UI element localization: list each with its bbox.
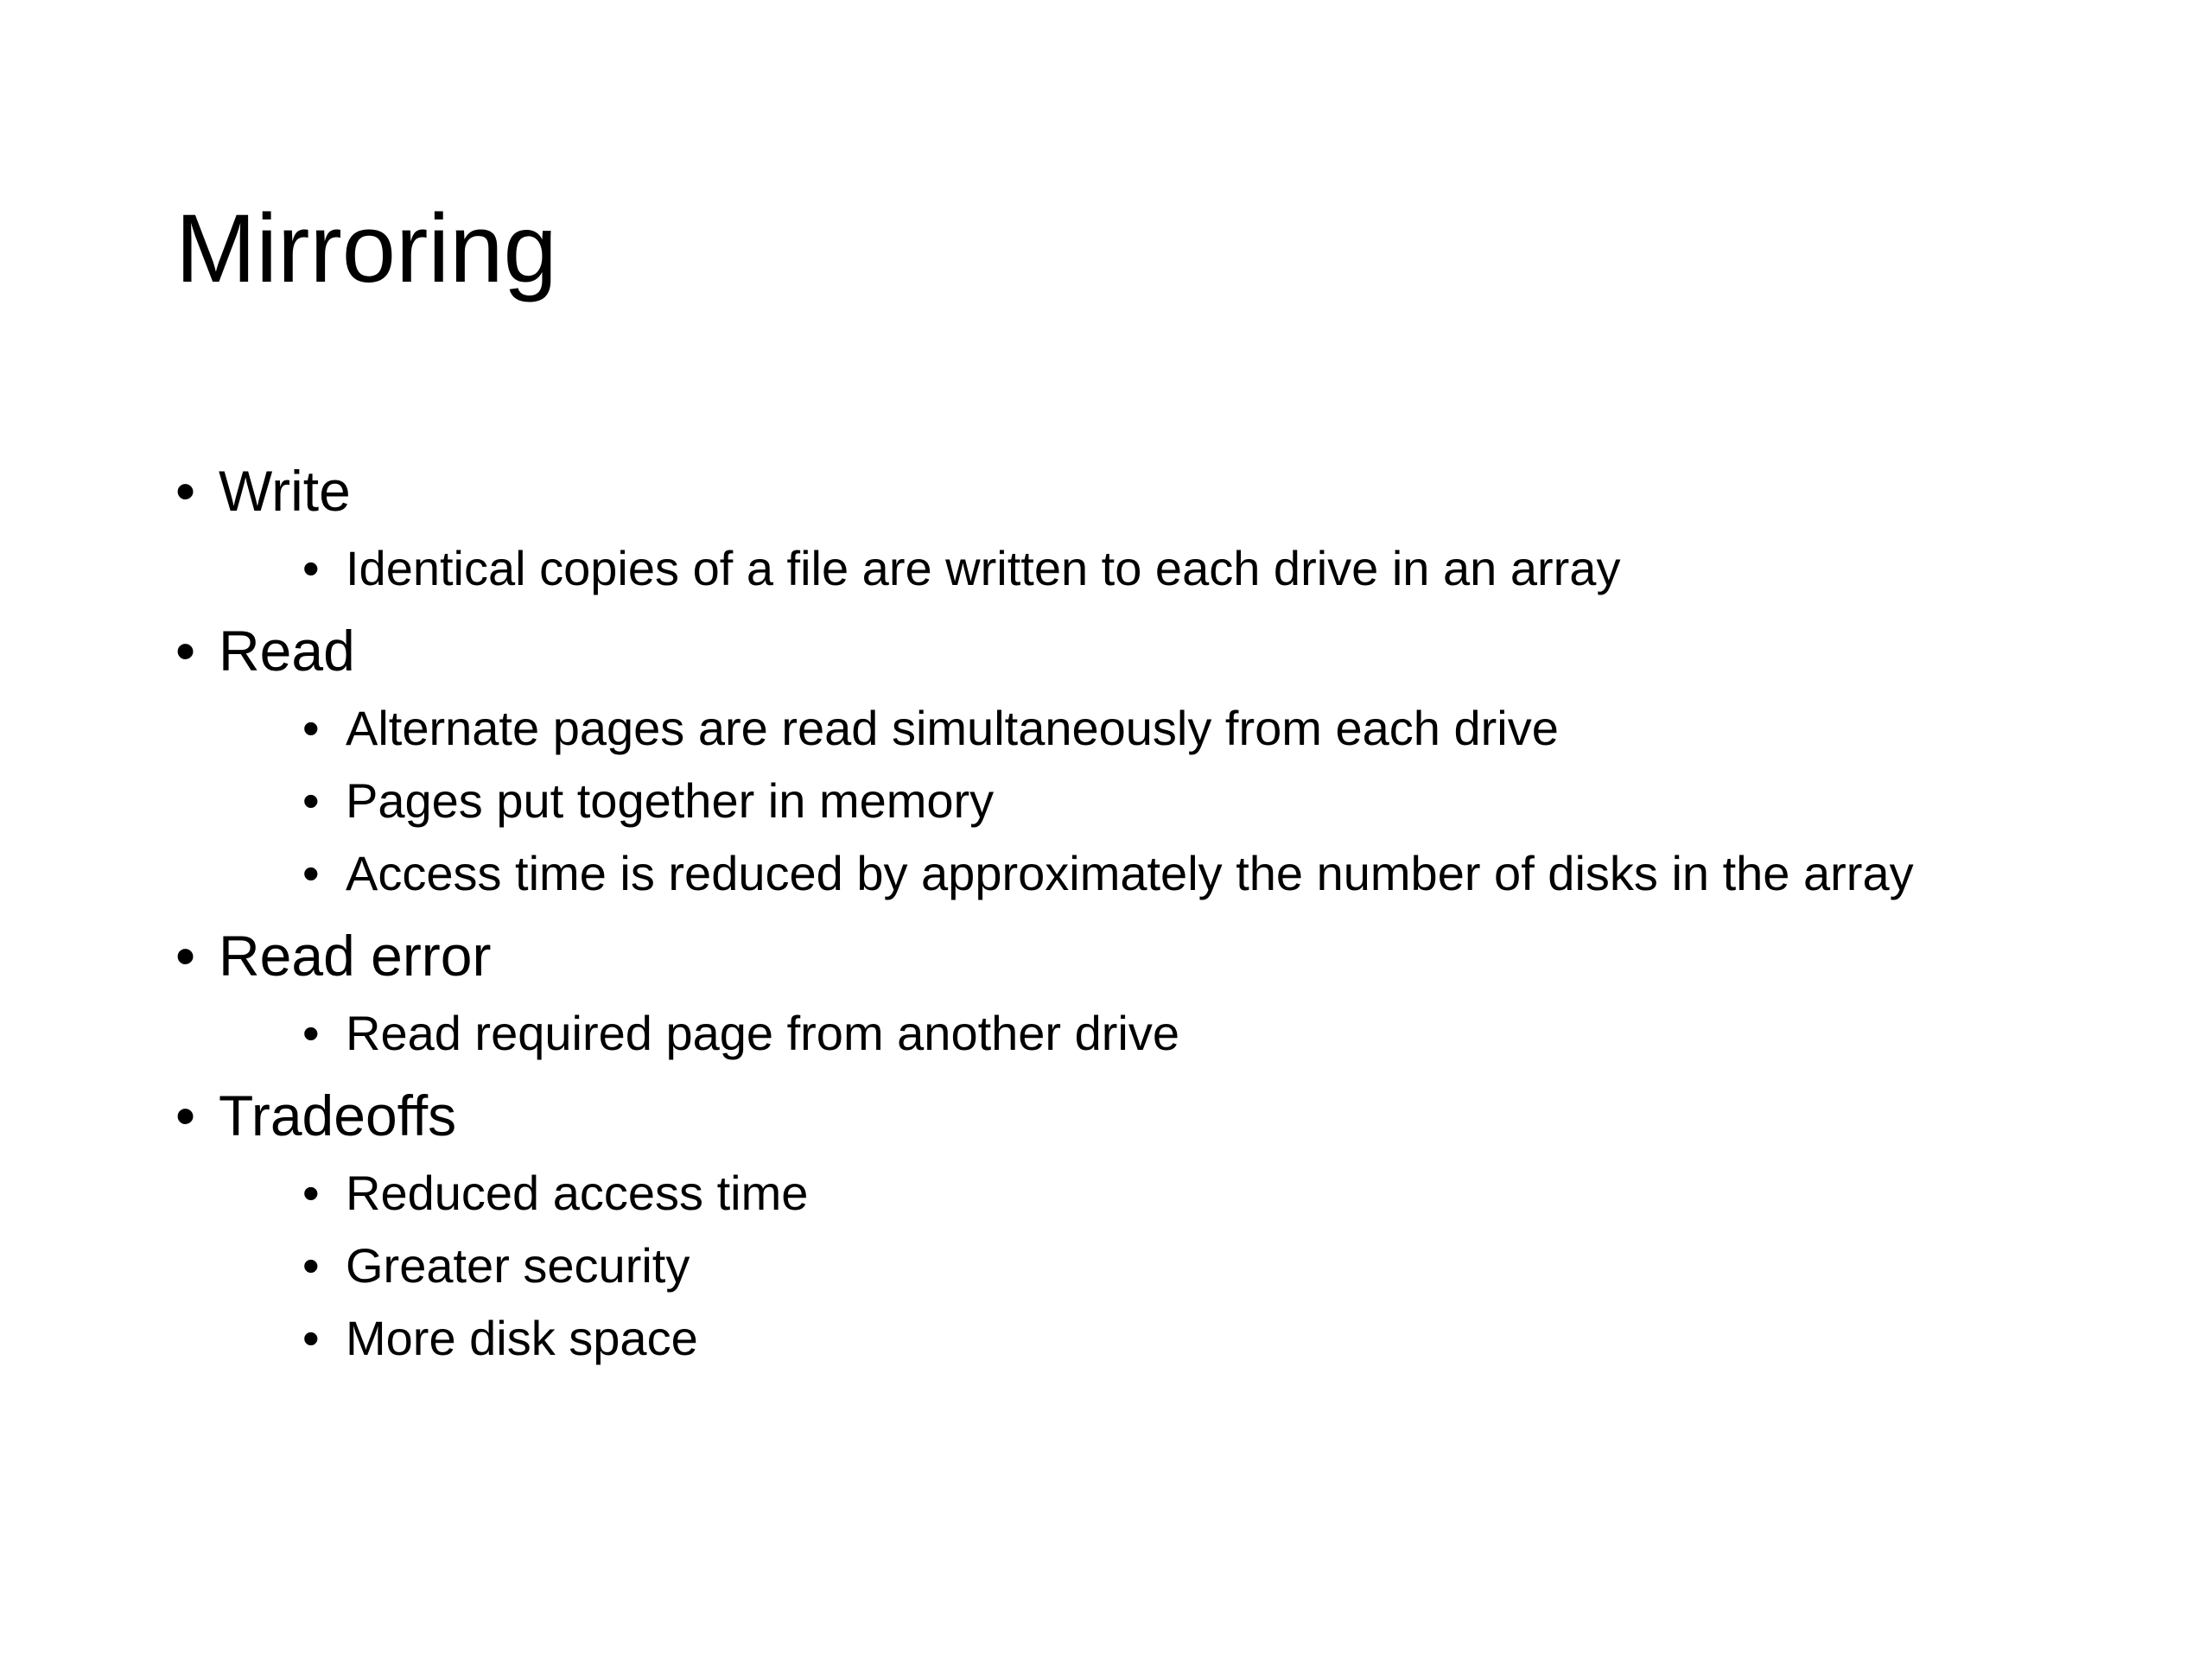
bullet-icon: • (302, 1311, 320, 1365)
bullet-icon: • (302, 1006, 320, 1060)
sub-bullet-list (219, 1157, 2120, 1375)
bullet-icon: • (175, 1084, 196, 1147)
sub-bullet-text: Access time is reduced by approximately the number of disks in the array (346, 846, 1914, 900)
sub-bullet-text: Alternate pages are read simultaneously from each drive (346, 701, 1559, 755)
sub-bullet-list (219, 532, 2120, 605)
sub-bullet-text: Greater security (346, 1238, 690, 1293)
sub-bullet-item (302, 532, 2120, 605)
bullet-label: Write (219, 459, 351, 523)
sub-bullet-text: Reduced access time (346, 1166, 809, 1220)
bullet-item-tradeoffs (175, 1074, 2120, 1375)
bullet-item-read-error (175, 914, 2120, 1070)
bullet-label: Read error (219, 924, 492, 988)
sub-bullet-text: More disk space (346, 1311, 698, 1365)
sub-bullet-item (302, 765, 2120, 837)
bullet-label: Tradeoffs (219, 1084, 457, 1147)
bullet-icon: • (175, 459, 196, 523)
bullet-icon: • (302, 846, 320, 900)
bullet-item-write (175, 449, 2120, 605)
bullet-label: Read (219, 619, 355, 683)
sub-bullet-text: Pages put together in memory (346, 773, 995, 828)
sub-bullet-item (302, 692, 2120, 765)
sub-bullet-list (219, 997, 2120, 1070)
bullet-icon: • (302, 1238, 320, 1293)
sub-bullet-item (302, 1230, 2120, 1302)
slide-title: Mirroring (175, 194, 557, 302)
sub-bullet-text: Identical copies of a file are written to each drive in an array (346, 541, 1621, 595)
sub-bullet-list (219, 692, 2120, 910)
bullet-list (175, 449, 2120, 1375)
sub-bullet-item (302, 1302, 2120, 1375)
sub-bullet-item (302, 1157, 2120, 1230)
bullet-icon: • (175, 619, 196, 683)
bullet-icon: • (302, 541, 320, 595)
bullet-icon: • (302, 1166, 320, 1220)
sub-bullet-item (302, 997, 2120, 1070)
sub-bullet-item (302, 837, 2120, 910)
bullet-icon: • (302, 773, 320, 828)
bullet-icon: • (175, 924, 196, 988)
bullet-item-read (175, 609, 2120, 910)
sub-bullet-text: Read required page from another drive (346, 1006, 1180, 1060)
bullet-icon: • (302, 701, 320, 755)
